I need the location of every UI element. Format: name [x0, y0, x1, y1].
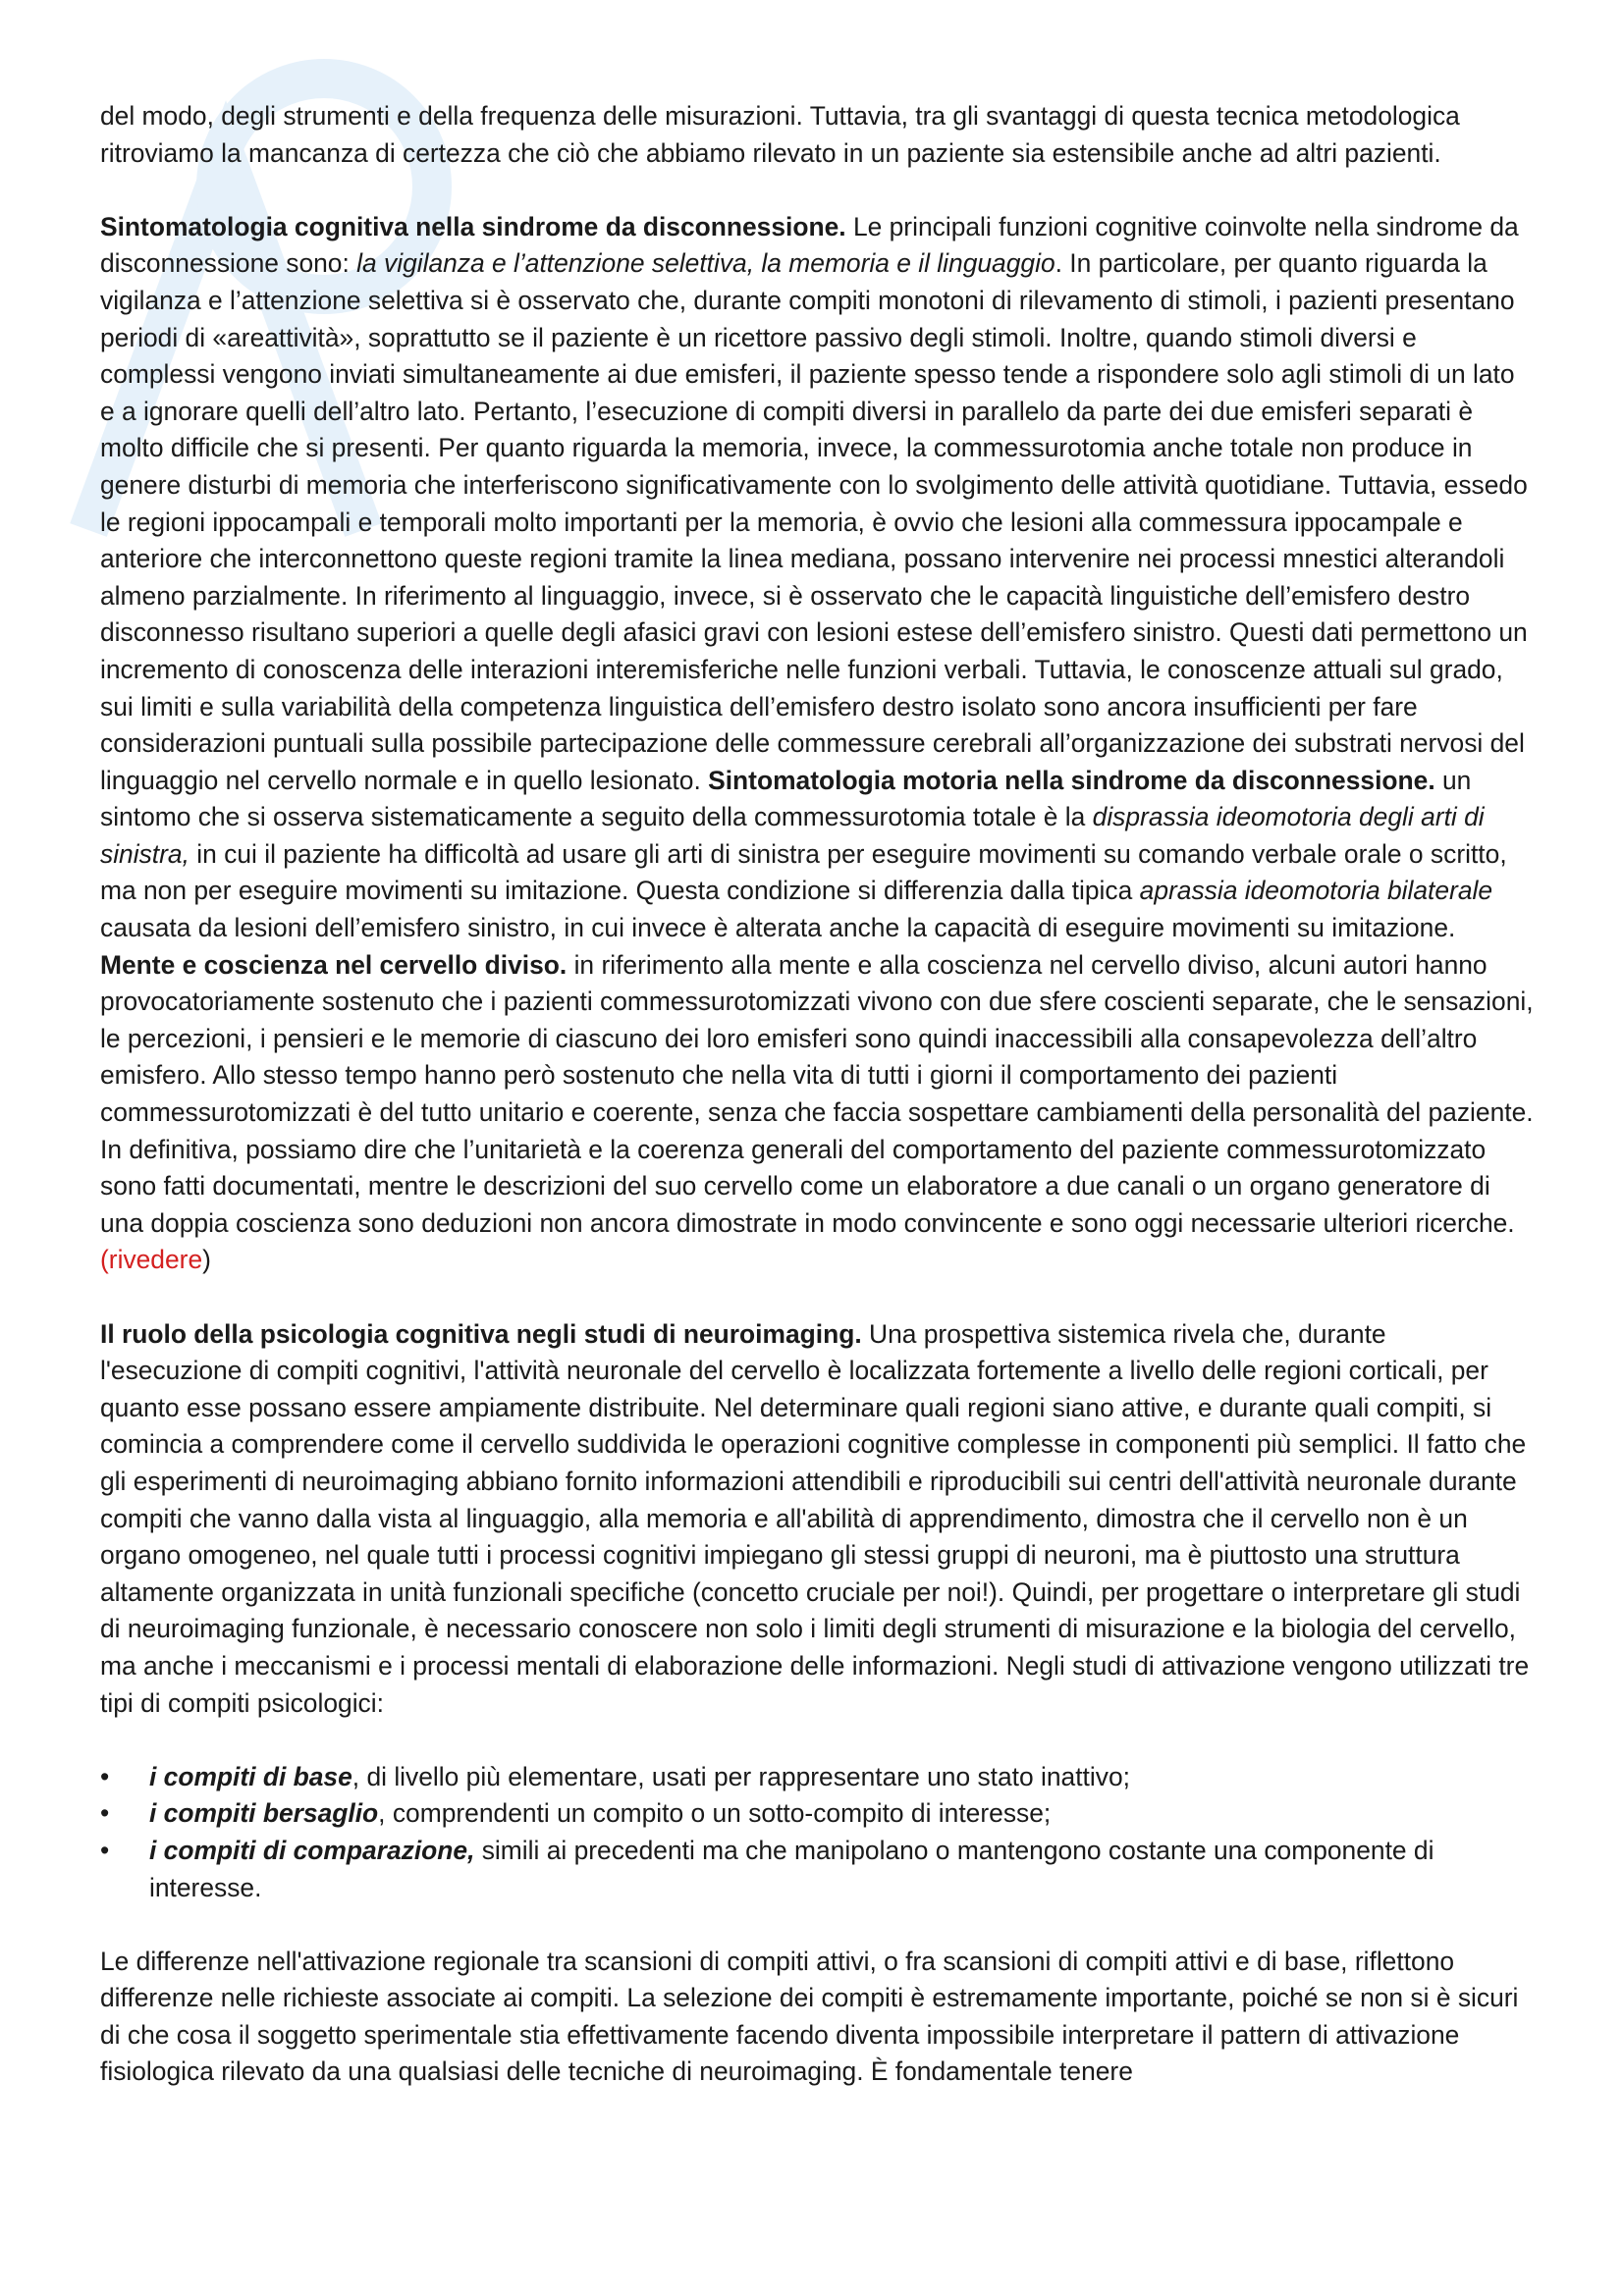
text-run: causata da lesioni dell’emisfero sinistro, in cui invece è alterata anche la capacità di eseguire movimenti su imitazione.: [100, 913, 1456, 943]
text-run: un sintomo che si osserva sistematicamente a seguito della commessurotomia totale è la: [100, 765, 1472, 832]
list-item: [100, 1759, 1534, 1796]
italic-run: la vigilanza e l’attenzione selettiva, la memoria e il linguaggio: [356, 248, 1055, 279]
list-item: [100, 1833, 1534, 1906]
list-text: simili ai precedenti ma che manipolano o mantengono costante una componente di interesse.: [149, 1835, 1434, 1902]
heading-neuroimaging: Il ruolo della psicologia cognitiva negli studi di neuroimaging.: [100, 1318, 862, 1349]
text-run: . In particolare, per quanto riguarda la vigilanza e l’attenzione selettiva si è osservato che, durante compiti monotoni di rilevamento di stimoli, i pazienti presentano periodi di «areattività», soprattutto se il paziente è un ricettore passivo degli stimoli. Inoltre, quando stimoli diversi e complessi vengono inviati simultaneamente ai due emisferi, il paziente spesso tende a rispondere solo agli stimoli di un lato e a ignorare quelli dell’altro lato. Pertanto, l’esecuzione di compiti diversi in parallelo da parte dei due emisferi separati è molto difficile che si presenti. Per quanto riguarda la memoria, invece, la commessurotomia anche totale non produce in genere disturbi di memoria che interferiscono significativamente con lo svolgimento delle attività quotidiane. Tuttavia, essedo le regioni ippocampali e temporali molto importanti per la memoria, è ovvio che lesioni alla commessura ippocampale e anteriore che interconnettono queste regioni tramite la linea mediana, possano intervenire nei processi mnestici alterandoli almeno parzialmente. In riferimento al linguaggio, invece, si è osservato che le capacità linguistiche dell’emisfero destro disconnesso risultano superiori a quelle degli afasici gravi con lesioni estese dell’emisfero sinistro. Questi dati permettono un incremento di conoscenza delle interazioni interemisferiche nelle funzioni verbali. Tuttavia, le conoscenze attuali sul grado, sui limiti e sulla variabilità della competenza linguistica dell’emisfero destro isolato sono ancora insufficienti per fare considerazioni puntuali sulla possibile partecipazione delle commessure cerebrali all’organizzazione dei substrati nervosi del linguaggio nel cervello normale e in quello lesionato.: [100, 248, 1528, 795]
text-run: in cui il paziente ha difficoltà ad usare gli arti di sinistra per eseguire movimenti su comando verbale orale o scritto, ma non per eseguire movimenti su imitazione. Questa condizione si differenzia dalla tipica: [100, 838, 1507, 906]
list-item: [100, 1795, 1534, 1833]
list-term: i compiti di base: [149, 1761, 352, 1791]
text-run: in riferimento alla mente e alla coscienza nel cervello diviso, alcuni autori hanno provocatoriamente sostenuto che i pazienti commessurotomizzati vivono con due sfere coscienti separate, che le sensazioni, le percezioni, i pensieri e le memorie di ciascuno dei loro emisferi sono quindi inaccessibili alla consapevolezza dell’altro emisfero. Allo stesso tempo hanno però sostenuto che nella vita di tutti i giorni il comportamento dei pazienti commessurotomizzati è del tutto unitario e coerente, senza che faccia sospettare cambiamenti della personalità del paziente. In definitiva, possiamo dire che l’unitarietà e la coerenza generali del comportamento del paziente commessurotomizzato sono fatti documentati, mentre le descrizioni del suo cervello come un elaboratore a due canali o un organo generatore di una doppia coscienza sono deduzioni non ancora dimostrate in modo convincente e sono oggi necessarie ulteriori ricerche.: [100, 949, 1534, 1238]
text-run: Le principali funzioni cognitive coinvolte nella sindrome da disconnessione sono:: [100, 211, 1519, 279]
list-text: , di livello più elementare, usati per rappresentare uno stato inattivo;: [352, 1761, 1130, 1791]
paragraph-neuroimaging: [100, 1316, 1534, 1723]
text-run: ): [202, 1245, 211, 1275]
heading-motor-symptoms: Sintomatologia motoria nella sindrome da disconnessione.: [708, 765, 1435, 795]
text-run: Una prospettiva sistemica rivela che, durante l'esecuzione di compiti cognitivi, l'attività neuronale del cervello è localizzata fortemente a livello delle regioni corticali, per quanto esse possano essere ampiamente distribuite. Nel determinare quali regioni siano attive, e durante quali compiti, si comincia a comprendere come il cervello suddivida le operazioni cognitive complesse in componenti più semplici. Il fatto che gli esperimenti di neuroimaging abbiano fornito informazioni attendibili e riproducibili sui centri dell'attività neuronale durante compiti che vanno dalla vista al linguaggio, alla memoria e all'abilità di apprendimento, dimostra che il cervello non è un organo omogeneo, nel quale tutti i processi cognitivi impiegano gli stessi gruppi di neuroni, ma è piuttosto una struttura altamente organizzata in unità funzionali specifiche (concetto cruciale per noi!). Quindi, per progettare o interpretare gli studi di neuroimaging funzionale, è necessario conoscere non solo i limiti degli strumenti di misurazione e la biologia del cervello, ma anche i meccanismi e i processi mentali di elaborazione delle informazioni. Negli studi di attivazione vengono utilizzati tre tipi di compiti psicologici:: [100, 1318, 1530, 1718]
paragraph-intro: del modo, degli strumenti e della frequenza delle misurazioni. Tuttavia, tra gli svantaggi di questa tecnica metodologica ritroviamo la mancanza di certezza che ciò che abbiamo rilevato in un paziente sia estensibile anche ad altri pazienti.: [100, 101, 1460, 168]
document-page: [100, 98, 1534, 2128]
list-term: i compiti bersaglio: [149, 1798, 379, 1829]
list-term: i compiti di comparazione,: [149, 1835, 475, 1865]
paragraph-disconnection: [100, 209, 1534, 1279]
heading-cognitive-symptoms: Sintomatologia cognitiva nella sindrome da disconnessione.: [100, 211, 846, 241]
list-text: , comprendenti un compito o un sotto-compito di interesse;: [378, 1798, 1052, 1829]
heading-mind-consciousness: Mente e coscienza nel cervello diviso.: [100, 949, 568, 980]
bullet-icon: •: [100, 1835, 110, 1865]
italic-run: aprassia ideomotoria bilaterale: [1139, 876, 1493, 906]
bullet-icon: •: [100, 1761, 110, 1791]
review-note: (rivedere: [100, 1245, 203, 1275]
paragraph-differences: Le differenze nell'attivazione regionale tra scansioni di compiti attivi, o fra scansioni di compiti attivi e di base, riflettono differenze nelle richieste associate ai compiti. La selezione dei compiti è estremamente importante, poiché se non si è sicuri di che cosa il soggetto sperimentale stia effettivamente facendo diventa impossibile interpretare il pattern di attivazione fisiologica rilevato da una qualsiasi delle tecniche di neuroimaging. È fondamentale tenere: [100, 1946, 1519, 2087]
bullet-icon: •: [100, 1798, 110, 1829]
task-types-list: [100, 1759, 1534, 1906]
italic-run: disprassia ideomotoria degli arti di sinistra,: [100, 802, 1485, 869]
